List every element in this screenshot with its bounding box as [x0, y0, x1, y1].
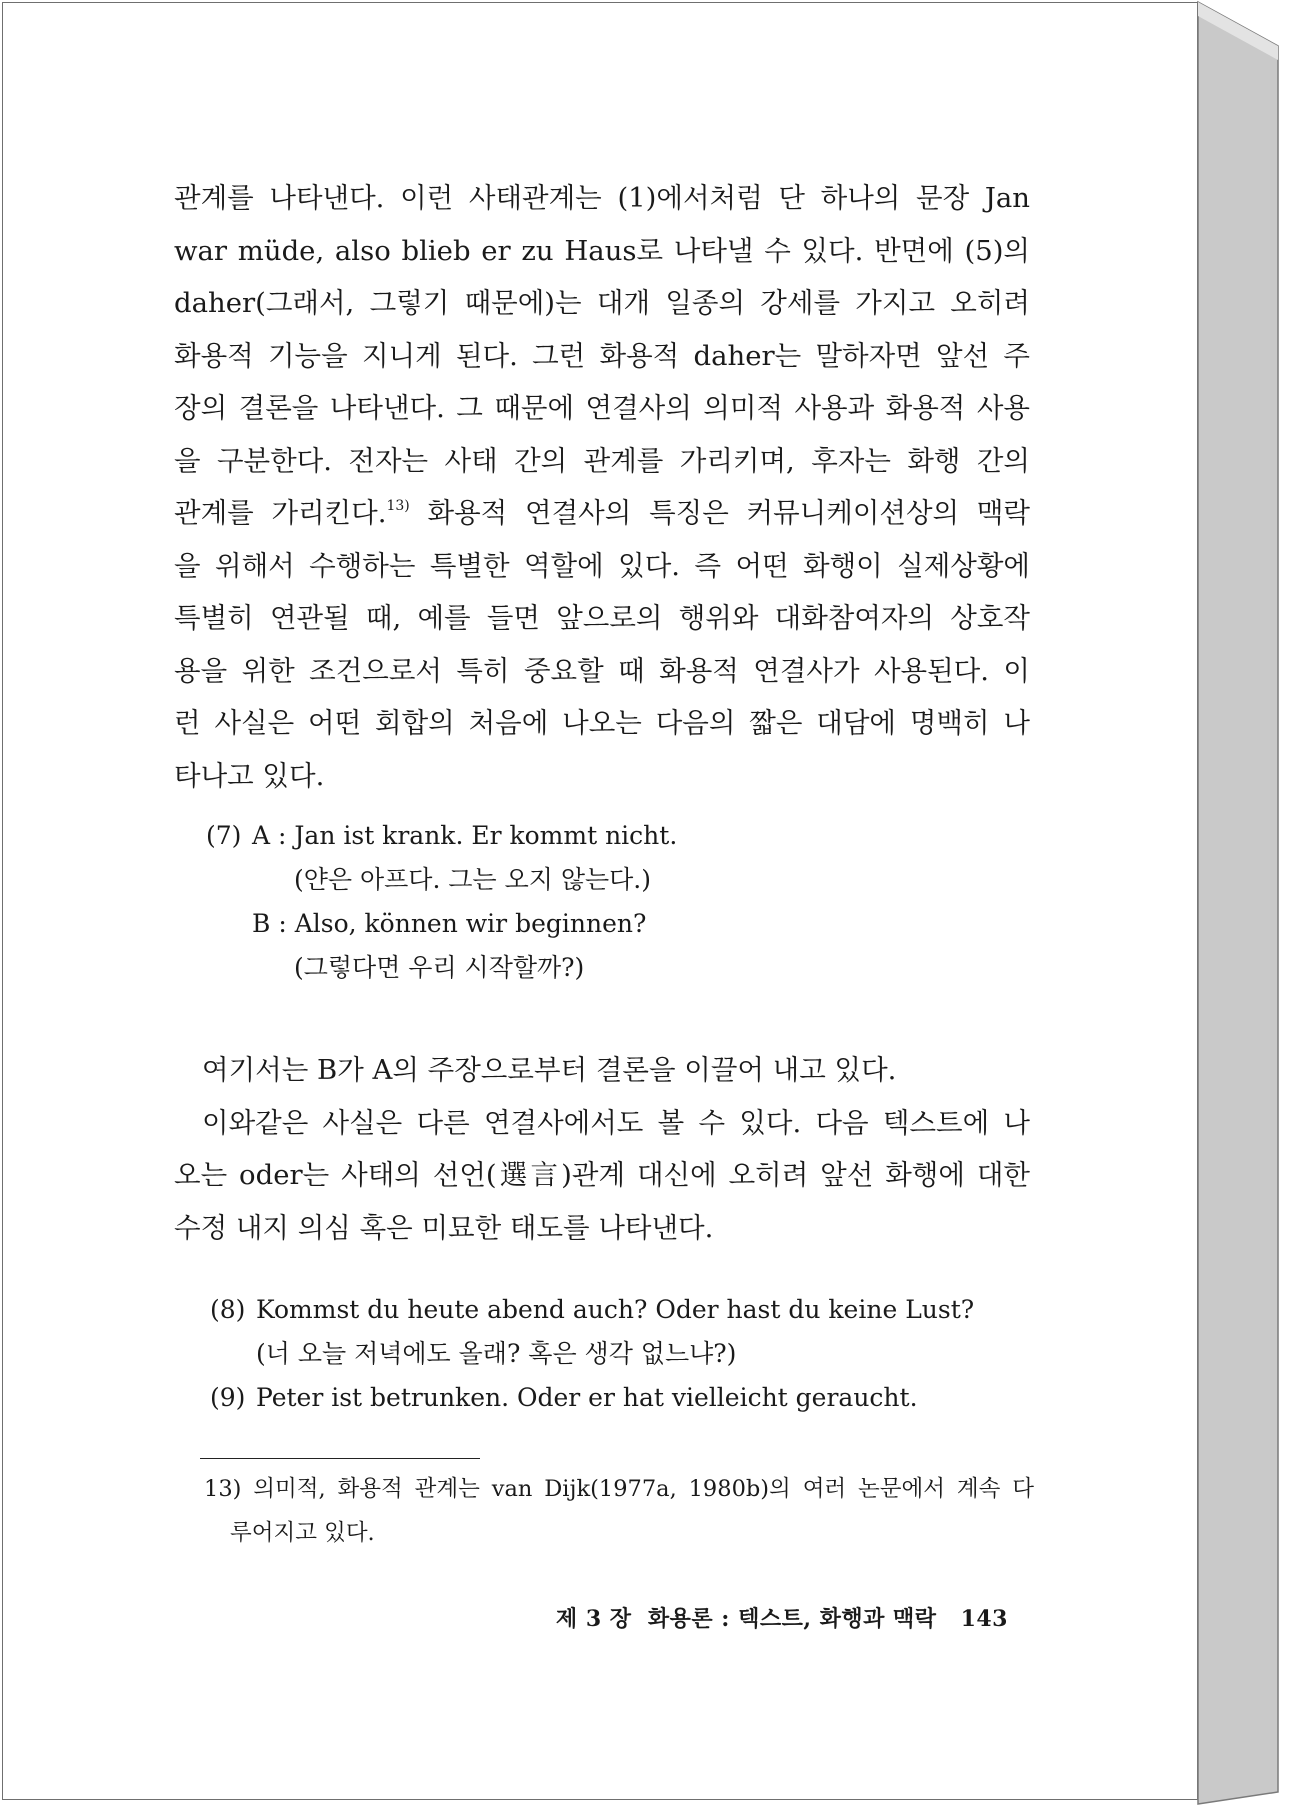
- footnote-divider: [200, 1458, 480, 1459]
- body-line: 장의 결론을 나타낸다. 그 때문에 연결사의 의미적 사용과 화용적 사용: [174, 392, 1030, 424]
- body-line: 오는 oder는 사태의 선언(選言)관계 대신에 오히려 앞선 화행에 대한: [174, 1159, 1030, 1191]
- example-number: (7): [206, 821, 242, 850]
- example-number: (8): [210, 1295, 246, 1324]
- body-line: daher(그래서, 그렇기 때문에)는 대개 일종의 강세를 가지고 오히려: [174, 287, 1030, 319]
- example-sentence: Peter ist betrunken. Oder er hat vielleicht geraucht.: [256, 1383, 918, 1412]
- body-line: 을 위해서 수행하는 특별한 역할에 있다. 즉 어떤 화행이 실제상황에: [174, 549, 1030, 582]
- example-7-b: [206, 902, 677, 946]
- middle-paragraph: [174, 1044, 1030, 1254]
- speaker-label: B :: [252, 909, 287, 938]
- example-sentence: Jan ist krank. Er kommt nicht.: [294, 821, 678, 850]
- example-8-translation: (너 오늘 저녁에도 올래? 혹은 생각 없느냐?): [256, 1339, 737, 1368]
- example-7: [206, 814, 677, 990]
- page-number: 143: [960, 1606, 1008, 1632]
- body-line: 런 사실은 어떤 회합의 처음에 나오는 다음의 짧은 대담에 명백히 나: [174, 707, 1030, 739]
- example-7-a-translation: (얀은 아프다. 그는 오지 않는다.): [294, 865, 651, 894]
- body-line: 용을 위한 조건으로서 특히 중요할 때 화용적 연결사가 사용된다. 이: [174, 654, 1030, 687]
- chapter-title: 제 3 장 화용론 : 텍스트, 화행과 맥락: [555, 1606, 937, 1632]
- example-9: [210, 1376, 974, 1420]
- footnote-marker[interactable]: 13): [386, 498, 410, 514]
- example-sentence: Kommst du heute abend auch? Oder hast du keine Lust?: [256, 1295, 975, 1324]
- body-line: 타나고 있다.: [174, 759, 325, 792]
- body-text-run: 화용적 연결사의 특징은 커뮤니케이션상의 맥락: [409, 497, 1030, 529]
- body-line: 을 구분한다. 전자는 사태 간의 관계를 가리키며, 후자는 화행 간의: [174, 444, 1030, 477]
- body-line: 이와같은 사실은 다른 연결사에서도 볼 수 있다. 다음 텍스트에 나: [202, 1106, 1030, 1139]
- body-line: war müde, also blieb er zu Haus로 나타낼 수 있다. 반면에 (5)의: [174, 234, 1030, 267]
- example-number: (9): [210, 1383, 246, 1412]
- body-line-with-footnote: [174, 487, 1030, 540]
- body-line: 수정 내지 의심 혹은 미묘한 태도를 나타낸다.: [174, 1211, 714, 1244]
- running-footer: [556, 1602, 1008, 1633]
- example-sentence: Also, können wir beginnen?: [294, 909, 647, 938]
- example-8: [210, 1288, 974, 1332]
- footnote: [204, 1467, 1034, 1555]
- body-line: 여기서는 B가 A의 주장으로부터 결론을 이끌어 내고 있다.: [202, 1054, 897, 1086]
- body-line: 관계를 나타낸다. 이런 사태관계는 (1)에서처럼 단 하나의 문장 Jan: [174, 182, 1030, 214]
- example-7-a: [206, 814, 677, 858]
- body-paragraph: [174, 172, 1030, 802]
- body-line: 특별히 연관될 때, 예를 들면 앞으로의 행위와 대화참여자의 상호작: [174, 602, 1030, 634]
- speaker-label: A :: [252, 821, 287, 850]
- body-text-run: 관계를 가리킨다.: [174, 497, 387, 529]
- footnote-line: 루어지고 있다.: [230, 1520, 375, 1546]
- footnote-line: 13) 의미적, 화용적 관계는 van Dijk(1977a, 1980b)의 여러 논문에서 계속 다: [204, 1476, 1034, 1502]
- example-8-9: [210, 1288, 974, 1420]
- example-7-b-translation: (그렇다면 우리 시작할까?): [294, 953, 585, 982]
- body-line: 화용적 기능을 지니게 된다. 그런 화용적 daher는 말하자면 앞선 주: [174, 339, 1030, 372]
